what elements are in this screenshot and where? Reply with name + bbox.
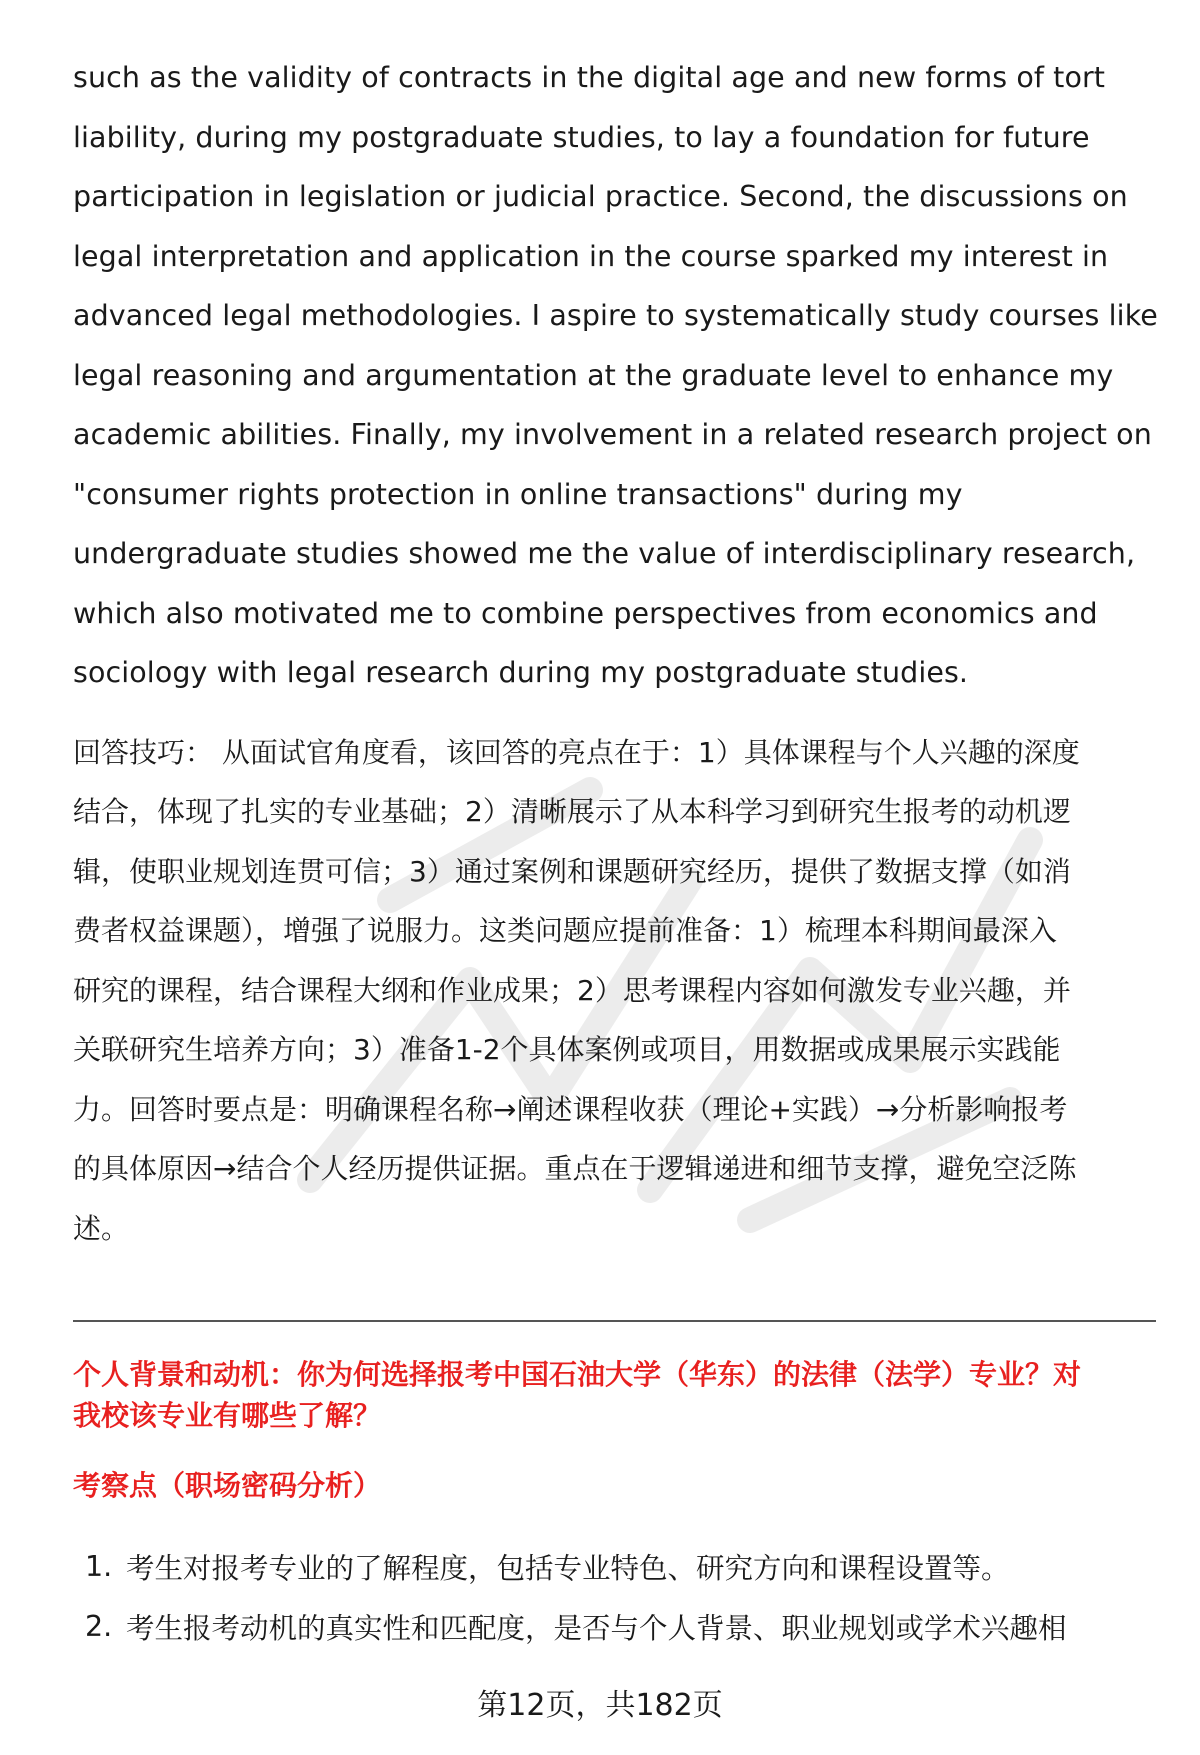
question-line: 个人背景和动机：你为何选择报考中国石油大学（华东）的法律（法学）专业？对 bbox=[73, 1358, 1082, 1391]
question-line: 我校该专业有哪些了解？ bbox=[73, 1399, 382, 1432]
tips-line: 费者权益课题），增强了说服力。这类问题应提前准备：1）梳理本科期间最深入 bbox=[73, 914, 1057, 947]
section-divider bbox=[73, 1320, 1156, 1322]
tips-line: 述。 bbox=[73, 1211, 130, 1245]
paragraph-line: sociology with legal research during my postgraduate studies. bbox=[73, 656, 969, 689]
paragraph-line: liability, during my postgraduate studies, to lay a foundation for future bbox=[73, 120, 1090, 154]
assessment-points-list bbox=[73, 1536, 1158, 1656]
tips-line: 回答技巧： 从面试官角度看，该回答的亮点在于：1）具体课程与个人兴趣的深度 bbox=[73, 735, 1080, 769]
tips-line: 辑，使职业规划连贯可信；3）通过案例和课题研究经历，提供了数据支撑（如消 bbox=[73, 854, 1071, 888]
english-answer-paragraph bbox=[73, 48, 1158, 703]
tips-line: 的具体原因→结合个人经历提供证据。重点在于逻辑递进和细节支撑，避免空泛陈 bbox=[73, 1152, 1077, 1185]
tips-line: 研究的课程，结合课程大纲和作业成果；2）思考课程内容如何激发专业兴趣，并 bbox=[73, 973, 1071, 1007]
paragraph-line: "consumer rights protection in online transactions" during my bbox=[73, 477, 963, 511]
question-section bbox=[73, 1354, 1158, 1656]
list-item bbox=[73, 1536, 1158, 1596]
assessment-points-heading: 考察点（职场密码分析） bbox=[73, 1469, 382, 1502]
paragraph-line: such as the validity of contracts in the digital age and new forms of tort bbox=[73, 61, 1106, 94]
document-body bbox=[73, 48, 1158, 1258]
paragraph-line: undergraduate studies showed me the value of interdisciplinary research, bbox=[73, 537, 1136, 570]
paragraph-line: legal interpretation and application in the course sparked my interest in bbox=[73, 239, 1109, 273]
paragraph-line: participation in legislation or judicial practice. Second, the discussions on bbox=[73, 180, 1128, 213]
list-text: 考生报考动机的真实性和匹配度，是否与个人背景、职业规划或学术兴趣相 bbox=[126, 1611, 1067, 1645]
paragraph-line: advanced legal methodologies. I aspire to systematically study courses like bbox=[73, 299, 1158, 332]
tips-line: 力。回答时要点是：明确课程名称→阐述课程收获（理论+实践）→分析影响报考 bbox=[73, 1092, 1068, 1126]
tips-line: 关联研究生培养方向；3）准备1-2个具体案例或项目，用数据或成果展示实践能 bbox=[73, 1033, 1061, 1066]
page-footer: 第12页，共182页 bbox=[477, 1688, 723, 1723]
paragraph-line: legal reasoning and argumentation at the graduate level to enhance my bbox=[73, 358, 1114, 392]
paragraph-line: academic abilities. Finally, my involvement in a related research project on bbox=[73, 418, 1152, 451]
list-number: 2. bbox=[85, 1609, 113, 1643]
paragraph-line: which also motivated me to combine perspectives from economics and bbox=[73, 596, 1098, 630]
list-text: 考生对报考专业的了解程度，包括专业特色、研究方向和课程设置等。 bbox=[126, 1551, 1010, 1585]
list-number: 1. bbox=[85, 1549, 113, 1583]
tips-line: 结合，体现了扎实的专业基础；2）清晰展示了从本科学习到研究生报考的动机逻 bbox=[73, 795, 1071, 828]
answer-tips-paragraph bbox=[73, 723, 1158, 1259]
list-item bbox=[73, 1596, 1158, 1656]
question-heading bbox=[73, 1354, 1158, 1436]
